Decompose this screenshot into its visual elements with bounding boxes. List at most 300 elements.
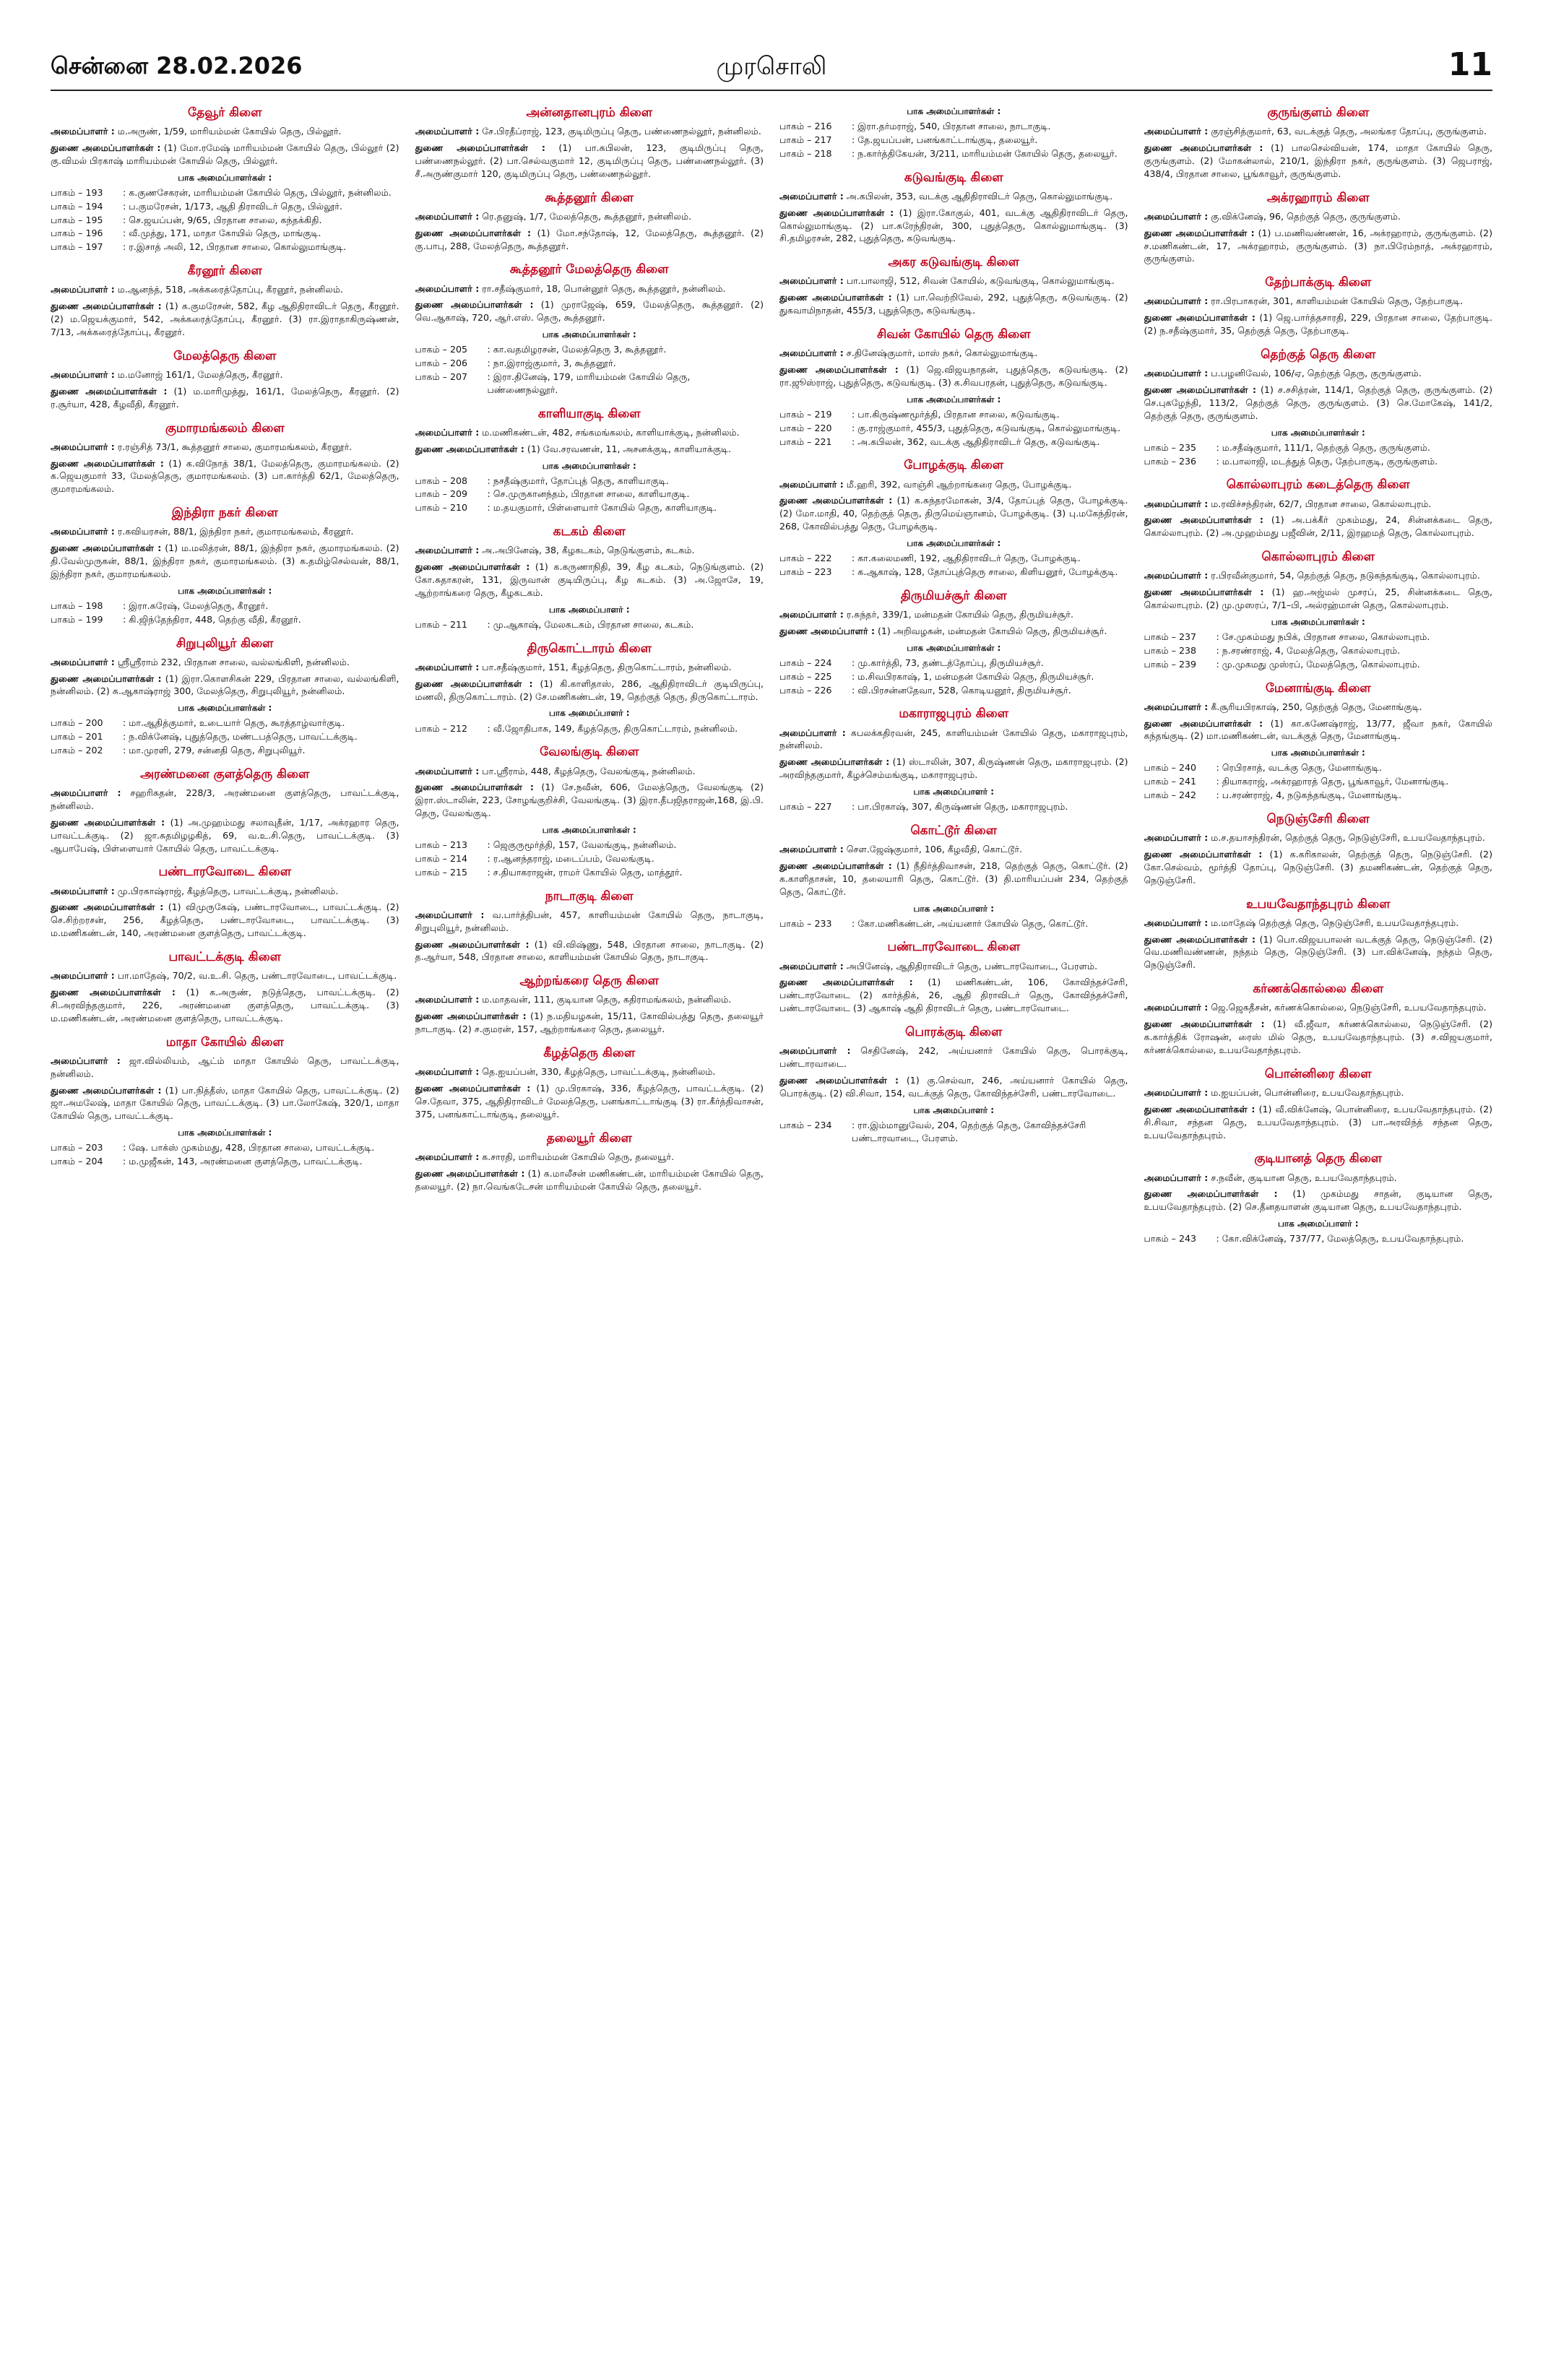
booth-entry xyxy=(415,618,764,631)
role-label: துணை அமைப்பாளர்கள் : xyxy=(415,782,534,793)
booth-organisers-heading: பாக அமைப்பாளர்கள் : xyxy=(542,329,636,340)
booth-entry xyxy=(415,343,764,356)
office-bearer-entry xyxy=(51,283,399,296)
branch-title: நெடுஞ்சேரி கிளை xyxy=(1266,811,1370,826)
booth-organiser-details: : வி.பிரசன்னதேவா, 528, கொடியனூர், திருமியச்சூர். xyxy=(852,684,1071,696)
office-bearer-entry xyxy=(415,544,764,557)
branch-section xyxy=(415,972,764,1036)
member-details: (1) பா.வெற்றிவேல், 292, புதுத்தெரு, கடுவங்குடி. (2) துகவாமிநாதன், 455/3, புதுத்தெரு, கடுவங்குடி. xyxy=(779,292,1128,316)
booth-organiser-details: : பா.பிரகாஷ், 307, கிருஷ்ணன் தெரு, மகாராஜபுரம். xyxy=(852,801,1068,813)
member-details: (1) முகம்மது சாதன், குடியான தெரு, உபயவேதாந்தபுரம். (2) செ.தீனதயாளன் குடியான தெரு, உபயவேதாந்தபுரம். xyxy=(1144,1188,1492,1213)
booth-number: பாகம் – 237 xyxy=(1144,631,1196,642)
office-bearer-entry xyxy=(1144,125,1493,138)
booth-number: பாகம் – 213 xyxy=(415,839,467,851)
booth-entry xyxy=(1144,631,1493,644)
role-label: அமைப்பாளர் : xyxy=(51,970,115,982)
office-bearer-entry xyxy=(415,125,764,138)
member-details: மீ.ஹரி, 392, வாஞ்சி ஆற்றாங்கரை தெரு, போழக்குடி. xyxy=(843,478,1072,490)
booth-organisers-heading: பாக அமைப்பாளர் : xyxy=(913,787,995,797)
branch-title: தலையூர் கிளை xyxy=(546,1130,632,1146)
member-details: (1) பொ.விஜயபாலன் வடக்குத் தெரு, நெடுஞ்சேரி. (2) வெ.மணிவண்ணன், நந்தம் தெரு, நெடுஞ்சேரி. (3) பா.விக்னேஷ், நந்தம் தெரு, நெடுஞ்சேரி. xyxy=(1144,933,1492,971)
branch-section xyxy=(415,261,764,396)
column-2 xyxy=(415,101,764,2355)
member-details: சஹரிசுதன், 228/3, அரண்மனை குளத்தெரு, பாவட்டக்குடி, நன்னிலம். xyxy=(51,787,399,811)
role-label: அமைப்பாளர் : xyxy=(415,1066,480,1078)
branch-section xyxy=(1144,346,1493,467)
role-label: துணை அமைப்பாளர்கள் : xyxy=(1144,142,1263,153)
role-label: அமைப்பாளர் : xyxy=(1144,210,1209,222)
booth-organiser-details: : இரா.தினேஷ், 179, மாரியம்மன் கோயில் தெரு, பண்ணைநல்லூர். xyxy=(487,371,691,395)
booth-number: பாகம் – 227 xyxy=(779,801,832,813)
booth-entry xyxy=(779,436,1128,449)
role-label: அமைப்பாளர் : xyxy=(1144,498,1209,509)
role-label: அமைப்பாளர் : xyxy=(1144,832,1209,844)
office-bearer-entry xyxy=(779,478,1128,491)
branch-section xyxy=(779,938,1128,1015)
booth-number: பாகம் – 202 xyxy=(51,745,103,756)
member-details: ஜா.வில்லியம், ஆட்ம் மாதா கோயில் தெரு, பாவட்டக்குடி, நன்னிலம். xyxy=(51,1055,399,1079)
role-label: துணை அமைப்பாளர்கள் : xyxy=(415,1167,525,1179)
branch-title: கொல்லாபுரம் கிளை xyxy=(1261,550,1375,565)
role-label: துணை அமைப்பாளர்கள் : xyxy=(51,142,161,153)
member-details: (1) மோ.சந்தோஷ், 12, மேலத்தெரு, கூத்தனூர். (2) கு.பாபு, 288, மேலத்தெரு, கூத்தனூர். xyxy=(415,227,764,251)
office-bearer-entry xyxy=(415,210,764,223)
member-details: மு.பிரகாஷ்ராஜ், கீழத்தெரு, பாவட்டக்குடி, நன்னிலம். xyxy=(114,885,339,896)
column-3 xyxy=(779,101,1128,2355)
booth-entry xyxy=(1144,1232,1493,1245)
office-bearer-entry xyxy=(1144,295,1493,308)
office-bearer-entry xyxy=(415,765,764,778)
role-label: அமைப்பாளர் : xyxy=(1144,701,1209,712)
member-details: பா.சதீஷ்குமார், 151, கீழத்தெரு, திருகொட்டாரம், நன்னிலம். xyxy=(479,661,732,672)
branch-title: வேலங்குடி கிளை xyxy=(540,745,639,760)
branch-title: குடியானத் தெரு கிளை xyxy=(1254,1151,1383,1167)
branch-title: கொட்டூர் கிளை xyxy=(910,823,998,838)
booth-organiser-details: : நா.இராஜ்குமார், 3, கூத்தனூர். xyxy=(487,358,616,369)
office-bearer-entry xyxy=(415,909,764,935)
booth-entry xyxy=(1144,761,1493,774)
branch-section xyxy=(779,1024,1128,1144)
branch-title: கடுவங்குடி கிளை xyxy=(904,170,1003,185)
booth-organisers-heading: பாக அமைப்பாளர்கள் : xyxy=(178,172,272,183)
member-details: (1) அ.முஹம்மது சலாவுதீன், 1/17, அக்ரஹார தெரு, பாவட்டக்குடி. (2) ஜா.சுதமிழழகித், 69, வ.உ.சி.தெரு, பாவட்டக்குடி. (3) ஆபாபேஷ், பிள்ளையார் கோயில் தெரு, பாவட்டக்குடி. xyxy=(51,816,399,854)
booth-entry xyxy=(415,488,764,501)
role-label: அமைப்பாளர் : xyxy=(51,126,115,137)
member-details: (1) க.மாலீசன் மணிகண்டன், மாரியம்மன் கோயில் தெரு, தலையூர். (2) நா.வெங்கடேசன் மாரியம்மன் கோயில் தெரு, தலையூர். xyxy=(415,1167,764,1192)
booth-number: பாகம் – 238 xyxy=(1144,644,1196,656)
booth-organiser-details: : கா.கலைமணி, 192, ஆதிதிராவிடர் தெரு, போழக்குடி. xyxy=(852,553,1081,564)
office-bearer-entry xyxy=(415,142,764,181)
booth-organiser-details: : கா.வதமிழரசன், மேலத்தெரு 3, கூத்தனூர். xyxy=(487,344,667,355)
member-details: ச.தினேஷ்குமார், மாஸ் நகர், கொல்லுமாங்குடி. xyxy=(843,347,1038,359)
member-details: (1) க.கரிகாலன், தெற்குத் தெரு, நெடுஞ்சேரி. (2) கோ.செல்வம், மூர்த்தி தோப்பு, நெடுஞ்சேரி. (3) தமணிகண்டன், தெற்குத் தெரு, நெடுஞ்சேரி. xyxy=(1144,848,1492,886)
booth-entry xyxy=(51,1155,399,1168)
office-bearer-entry xyxy=(415,661,764,674)
office-bearer-entry xyxy=(415,443,764,456)
booth-entry xyxy=(415,722,764,735)
member-details: சுபலக்கதிரவன், 245, காளியம்மன் கோயில் தெரு, மகாராஜபுரம், நன்னிலம். xyxy=(779,727,1128,751)
member-details: (1) இரா.கோகுல், 401, வடக்கு ஆதிதிராவிடர் தெரு, கொல்லுமாங்குடி. (2) பா.சுரேந்திரன், 300, புதுத்தெரு, கொல்லுமாங்குடி. (3) சி.தமிழரசன், 282, புதுத்தெரு, கடுவங்குடி. xyxy=(779,207,1128,244)
member-details: (1) நீதிர்த்திவாசன், 218, தெற்குத் தெரு, கொட்டூர். (2) க.காளிதாசன், 10, தலையாரி தெரு, கொட்டூர். (3) தி.மாரியப்பன் 234, தெற்குத் தெரு, கொட்டூர். xyxy=(779,860,1128,897)
role-label: அமைப்பாளர் : xyxy=(1144,570,1209,581)
booth-number: பாகம் – 210 xyxy=(415,502,467,514)
branch-title: சிறுபுலியூர் கிளை xyxy=(176,636,274,651)
branch-title: கீழத்தெரு கிளை xyxy=(543,1046,636,1061)
role-label: துணை அமைப்பாளர்கள் : xyxy=(779,977,913,988)
branch-title: கீரனூர் கிளை xyxy=(187,264,262,279)
booth-organiser-details: : மு.முகமது முஸ்ரப், மேலத்தெரு, கொல்லாபுரம். xyxy=(1216,658,1420,670)
booth-entry xyxy=(779,684,1128,697)
office-bearer-entry xyxy=(1144,210,1493,223)
booth-entry xyxy=(415,371,764,397)
booth-organisers-heading: பாக அமைப்பாளர்கள் : xyxy=(178,703,272,714)
role-label: துணை அமைப்பாளர்கள் : xyxy=(1144,587,1264,598)
booth-number: பாகம் – 193 xyxy=(51,186,103,198)
role-label: துணை அமைப்பாளர்கள் : xyxy=(51,816,165,828)
office-bearer-entry xyxy=(1144,831,1493,844)
branch-title: பண்டாரவோடை கிளை xyxy=(887,940,1021,955)
office-bearer-entry xyxy=(415,781,764,820)
booth-organisers-heading: பாக அமைப்பாளர் : xyxy=(1277,1219,1359,1229)
member-details: (1) ம.மலித்ரன், 88/1, இந்திரா நகர், குமாரமங்கலம். (2) தி.வேல்முருகன், 88/1, இந்திரா நகர், குமாரமங்கலம். (3) க.தமிழ்செல்வன், 88/1, இந்திரா நகர், குமாரமங்கலம். xyxy=(51,542,399,579)
office-bearer-entry xyxy=(51,1055,399,1081)
member-details: (1) இரா.கொளசிகன் 229, பிரதான சாலை, வல்லங்கிளி, நன்னிலம். (2) சு.ஆகாஷ்ராஜ் 300, மேலத்தெரு, சிறுபுலியூர், நன்னிலம். xyxy=(51,672,399,697)
booth-number: பாகம் – 197 xyxy=(51,241,103,253)
member-details: (1) பா.கபிலன், 123, குடிமிருப்பு தெரு, பண்ணைநல்லூர். (2) பா.செல்வகுமார் 12, குடிமிருப்பு தெரு, பண்ணைநல்லூர். (3) சீ.அருண்குமார் 120, குடிமிருப்பு தெரு, பண்ணைநல்லூர். xyxy=(415,142,764,179)
booth-entry xyxy=(51,227,399,240)
office-bearer-entry xyxy=(51,656,399,669)
office-bearer-entry xyxy=(1144,227,1493,266)
booth-organiser-details: : சே.முகம்மது நபிக், பிரதான சாலை, கொல்லாபுரம். xyxy=(1216,631,1430,642)
branch-title: பாவட்டக்குடி கிளை xyxy=(168,950,282,965)
office-bearer-entry xyxy=(779,625,1128,638)
member-details: (1) க.விநோத் 38/1, மேலத்தெரு, குமாரமங்கலம். (2) க.ஜெயகுமார் 33, மேலத்தெரு, குமாரமங்கலம். (3) பா.கார்த்தி 62/1, மேலத்தெரு, குமாரமங்கலம். xyxy=(51,457,399,495)
booth-entry xyxy=(779,566,1128,579)
member-details: ம.மணிகண்டன், 482, சங்கமங்கலம், காளியாக்குடி, நன்னிலம். xyxy=(479,426,740,438)
branch-title: மேலத்தெரு கிளை xyxy=(173,348,277,363)
booth-organiser-details: : ம.தயகுமார், பிள்ளையார் கோயில் தெரு, காளியாகுடி. xyxy=(487,502,717,514)
booth-entry xyxy=(779,552,1128,565)
booth-organiser-details: : தே.ஜயப்பன், பனங்காட்டாங்குடி, தலையூர். xyxy=(852,134,1038,145)
role-label: அமைப்பாளர் : xyxy=(1144,917,1209,928)
branch-title: மாதா கோயில் கிளை xyxy=(165,1034,284,1050)
office-bearer-entry xyxy=(1144,1172,1493,1185)
role-label: அமைப்பாளர் : xyxy=(51,885,115,896)
booth-entry xyxy=(51,1141,399,1154)
role-label: துணை அமைப்பாளர்கள் : xyxy=(1144,312,1255,324)
booth-organiser-details: : ச.தியாகராஜன், ராமர் கோயில் தெரு, மாத்தூர். xyxy=(487,866,683,878)
role-label: துணை அமைப்பாளர்கள் : xyxy=(1144,1103,1255,1115)
role-label: துணை அமைப்பாளர்கள் : xyxy=(415,1011,527,1022)
booth-entry xyxy=(779,422,1128,435)
member-details: ம.மாதவன், 111, குடியான தெரு, கதிராமங்கலம், நன்னிலம். xyxy=(479,994,732,1005)
column-1 xyxy=(51,101,399,2355)
role-label: துணை அமைப்பாளர்கள் : xyxy=(51,987,176,998)
office-bearer-entry xyxy=(779,274,1128,287)
branch-title: கூத்தனூர் கிளை xyxy=(545,190,634,205)
booth-entry xyxy=(51,241,399,254)
header-rule xyxy=(51,90,1492,91)
booth-number: பாகம் – 221 xyxy=(779,436,832,447)
branch-title: காளியாகுடி கிளை xyxy=(537,406,641,421)
article-columns xyxy=(51,101,1492,2355)
booth-organiser-details: : ப.குமரேசன், 1/173, ஆதி திராவிடர் தெரு, பில்லூர். xyxy=(123,200,343,212)
booth-entry xyxy=(1144,775,1493,788)
role-label: துணை அமைப்பாளர்கள் : xyxy=(1144,848,1263,860)
branch-title: மகாராஜபுரம் கிளை xyxy=(899,706,1009,722)
office-bearer-entry xyxy=(51,787,399,813)
booth-entry xyxy=(779,408,1128,421)
booth-number: பாகம் – 214 xyxy=(415,852,467,864)
branch-section xyxy=(415,104,764,181)
office-bearer-entry xyxy=(1144,1001,1493,1014)
office-bearer-entry xyxy=(1144,1086,1493,1099)
member-details: (1) மோ.ரமேஷ் மாரியம்மன் கோயில் தெரு, பில்லூர் (2) கு.விமல் பிரகாஷ் மாரியம்மன் கோயில் தெரு, பில்லூர். xyxy=(51,142,399,166)
role-label: அமைப்பாளர் : xyxy=(779,1045,851,1057)
branch-section xyxy=(415,888,764,964)
role-label: அமைப்பாளர் : xyxy=(51,284,115,295)
branch-section xyxy=(1144,548,1493,670)
booth-organisers-heading: பாக அமைப்பாளர்கள் : xyxy=(1271,616,1365,627)
member-details: பா.மாதேஷ், 70/2, வ.உ.சி. தெரு, பண்டாரவோடை, பாவட்டக்குடி. xyxy=(114,970,397,982)
booth-organiser-details: : மா.ஆதித்குமார், உடையார் தெரு, கூரத்தாழ்வார்குடி. xyxy=(123,717,345,729)
branch-title: குருங்குளம் கிளை xyxy=(1267,105,1370,120)
member-details: (1) மு.பிரகாஷ், 336, கீழத்தெரு, பாவட்டக்குடி. (2) செ.தேவா, 375, ஆதிதிராவிடர் மேலத்தெரு, பனங்காட்டாங்குடி (3) ரா.கீர்த்திவாசன், 375, பனங்காட்டாங்குடி, தலையூர். xyxy=(415,1083,764,1120)
member-details: (1) க.அருண், நடுத்தெரு, பாவட்டக்குடி. (2) சி.அரவிந்தகுமார், 226, அரண்மனை குளத்தெரு, பாவட்டக்குடி. (3) ம.மணிகண்டன், அரண்மனை குளத்தெரு, பாவட்டக்குடி. xyxy=(51,987,399,1024)
branch-section xyxy=(51,347,399,411)
branch-title: குமாரமங்கலம் கிளை xyxy=(165,420,285,436)
booth-number: பாகம் – 220 xyxy=(779,422,832,433)
office-bearer-entry xyxy=(51,672,399,698)
member-details: (1) ப.மணிவண்ணன், 16, அக்ரஹாரம், குருங்குளம். (2) ச.மணிகண்டன், 17, அக்ரஹாரம், குருங்குளம். (3) நா.பிரேம்நாத், அக்ரஹாரம், குருங்குளம். xyxy=(1144,227,1492,264)
booth-number: பாகம் – 222 xyxy=(779,553,832,564)
booth-entry xyxy=(415,852,764,865)
booth-number: பாகம் – 241 xyxy=(1144,776,1196,787)
role-label: துணை அமைப்பாளர்கள் : xyxy=(779,292,892,303)
branch-title: மேனாங்குடி கிளை xyxy=(1265,680,1371,696)
booth-organiser-details: : இரா.தர்மராஜ், 540, பிரதான சாலை, நாடாகுடி. xyxy=(852,121,1051,132)
role-label: துணை அமைப்பாளர்கள் : xyxy=(1144,384,1256,395)
role-label: அமைப்பாளர் : xyxy=(1144,1086,1209,1098)
booth-organiser-details: : ர.இசாத் அலி, 12, பிரதான சாலை, கொல்லுமாங்குடி. xyxy=(123,241,347,253)
booth-entry xyxy=(779,657,1128,670)
booth-entry xyxy=(51,200,399,213)
booth-number: பாகம் – 205 xyxy=(415,344,467,355)
role-label: அமைப்பாளர் : xyxy=(779,478,844,490)
role-label: அமைப்பாளர் : xyxy=(415,994,480,1005)
member-details: கு.விக்னேஷ், 96, தெற்குத் தெரு, குருங்குளம். xyxy=(1208,210,1401,222)
branch-section xyxy=(1144,189,1493,266)
member-details: (1) அ.பக்கீர் முகம்மது, 24, சின்னக்கடை தெரு, கொல்லாபுரம். (2) அ.முஹம்மது பஜீவின், 2/11, இரஹமத் தெரு, கொல்லாபுரம். xyxy=(1144,514,1492,539)
member-details: பா.பாலாஜி, 512, சிவன் கோயில், கடுவங்குடி, கொல்லுமாங்குடி. xyxy=(843,275,1115,287)
booth-number: பாகம் – 201 xyxy=(51,731,103,743)
member-details: குரஞ்சித்குமார், 63, வடக்குத் தெரு, அலங்கர தோப்பு, குருங்குளம். xyxy=(1208,126,1487,137)
branch-section xyxy=(51,262,399,339)
branch-section xyxy=(51,863,399,940)
booth-number: பாகம் – 208 xyxy=(415,475,467,486)
booth-number: பாகம் – 206 xyxy=(415,358,467,369)
booth-entry xyxy=(415,475,764,488)
branch-title: பொன்னிரை கிளை xyxy=(1264,1066,1372,1081)
role-label: துணை அமைப்பாளர்கள் : xyxy=(51,672,162,684)
booth-number: பாகம் – 233 xyxy=(779,917,832,929)
office-bearer-entry xyxy=(779,1074,1128,1100)
booth-number: பாகம் – 195 xyxy=(51,214,103,225)
branch-title: அரண்மனை குளத்தெரு கிளை xyxy=(140,766,310,782)
role-label: துணை அமைப்பாளர்கள் : xyxy=(51,300,162,312)
branch-section xyxy=(779,822,1128,930)
booth-entry xyxy=(779,917,1128,930)
member-details: ம.ச.தயாசந்திரன், தெற்குத் தெரு, நெடுஞ்சேரி, உபயவேதாந்தபுரம். xyxy=(1208,832,1485,844)
branch-section xyxy=(51,766,399,855)
booth-entry xyxy=(51,730,399,743)
role-label: துணை அமைப்பாளர்கள் : xyxy=(779,756,890,768)
member-details: அ.கபிலன், 353, வடக்கு ஆதிதிராவிடர் தெரு, கொல்லுமாங்குடி. xyxy=(843,190,1113,202)
member-details: (1) ஜெ.பார்த்தசாரதி, 229, பிரதான சாலை, தேற்பாகுடி. (2) ந.சதீஷ்குமார், 35, தெற்குத் தெரு, தேற்பாகுடி. xyxy=(1144,312,1492,337)
booth-organisers-heading: பாக அமைப்பாளர்கள் : xyxy=(907,394,1001,404)
role-label: அமைப்பாளர் : xyxy=(1144,1002,1209,1013)
branch-section xyxy=(779,705,1128,813)
booth-organiser-details: : ம.முஜீகன், 143, அரண்மனை குளத்தெரு, பாவட்டக்குடி. xyxy=(123,1156,363,1167)
role-label: துணை அமைப்பாளர்கள் : xyxy=(415,142,545,153)
member-details: (1) சே.நவீன், 606, மேலத்தெரு, வேலங்குடி (2) இரா.ஸ்டாலின், 223, சோழங்குறிச்சி, வேலங்குடி. (3) இரா.தீபஜிதராஜன்,168, இ.பி. தெரு, வேலங்குடி. xyxy=(415,782,764,819)
booth-number: பாகம் – 242 xyxy=(1144,789,1196,801)
booth-organisers-heading: பாக அமைப்பாளர் : xyxy=(913,1104,995,1115)
member-details: (1) முராஜேஷ், 659, மேலத்தெரு, கூத்தனூர். (2) வெ.ஆகாஷ், 720, ஆர்.எஸ். தெரு, கூத்தனூர். xyxy=(415,299,764,324)
branch-title: கடகம் கிளை xyxy=(553,524,626,540)
member-details: சௌ.ஜேஷ்குமார், 106, கீழவீதி, கொட்டூர். xyxy=(843,844,1023,855)
booth-organiser-details: : செ.முருகானந்தம், பிரதான சாலை, காளியாகுடி. xyxy=(487,488,690,500)
office-bearer-entry xyxy=(415,1167,764,1193)
office-bearer-entry xyxy=(51,441,399,454)
role-label: துணை அமைப்பாளர்கள் : xyxy=(415,938,530,950)
branch-section xyxy=(51,948,399,1025)
booth-number: பாகம் – 243 xyxy=(1144,1233,1196,1245)
masthead xyxy=(51,0,1492,87)
branch-section xyxy=(1144,980,1493,1057)
role-label: அமைப்பாளர் : xyxy=(51,656,115,667)
booth-organiser-details: : கு.ராஜ்குமார், 455/3, புதுத்தெரு, கடுவங்குடி, கொல்லுமாங்குடி. xyxy=(852,422,1121,433)
office-bearer-entry xyxy=(779,756,1128,782)
issue-date: சென்னை 28.02.2026 xyxy=(51,52,303,79)
member-details: (1) பா.நித்தீஸ், மாதா கோயில் தெரு, பாவட்டக்குடி. (2) ஜா.அமலேஷ், மாதா கோயில் தெரு, பாவட்டக்குடி. (3) பா.லோகேஷ், 320/1, மாதா கோயில் தெரு, பாவட்டக்குடி. xyxy=(51,1084,399,1122)
member-details: அ.அபினேஷ், 38, கீழகடகம், நெடுங்குளம், கடகம். xyxy=(479,545,695,556)
booth-entry xyxy=(779,1119,1128,1145)
office-bearer-entry xyxy=(51,300,399,339)
branch-section xyxy=(415,743,764,878)
booth-organisers-heading: பாக அமைப்பாளர் : xyxy=(548,604,630,615)
booth-organisers-heading: பாக அமைப்பாளர்கள் : xyxy=(907,538,1001,549)
role-label: அமைப்பாளர் : xyxy=(1144,295,1209,307)
booth-organiser-details: : க.குணசேகரன், மாரியம்மன் கோயில் தெரு, பில்லூர், நன்னிலம். xyxy=(123,186,392,198)
branch-section xyxy=(1144,680,1493,802)
booth-entry xyxy=(1144,789,1493,802)
booth-organiser-details: : ஜெகுருமூர்த்தி, 157, வேலங்குடி, நன்னிலம். xyxy=(487,839,677,851)
office-bearer-entry xyxy=(415,1010,764,1036)
role-label: அமைப்பாளர் : xyxy=(415,661,480,672)
booth-entry xyxy=(1144,455,1493,468)
role-label: துணை அமைப்பாளர்கள் : xyxy=(51,901,164,913)
member-details: செதினேஷ், 242, அய்யனார் கோயில் தெரு, பொரக்குடி, பண்டாரவாடை. xyxy=(779,1045,1128,1070)
booth-organiser-details: : மா.முரளி, 279, சன்னதி தெரு, சிறுபுலியூர். xyxy=(123,745,306,756)
booth-organiser-details: : கி.ஜிந்தேந்திரா, 448, தெற்கு வீதி, கீரனூர். xyxy=(123,613,301,625)
office-bearer-entry xyxy=(1144,1018,1493,1057)
booth-organiser-details: : ந.சரண்ராஜ், 4, மேலத்தெரு, கொல்லாபுரம். xyxy=(1216,644,1401,656)
member-details: ப.பழனிவேல், 106/ஏ, தெற்குத் தெரு, குருங்குளம். xyxy=(1208,368,1422,379)
member-details: (1) ச.சசித்ரன், 114/1, தெற்குத் தெரு, குருங்குளம். (2) செ.புகழேந்தி, 113/2, தெற்குத் தெரு, குருங்குளம். (3) செ.மோகேஷ், 141/2, தெற்குத் தெரு, குருங்குளம். xyxy=(1144,384,1492,421)
member-details: (1) வீ.விக்னேஷ், பொன்னிரை, உபயவேதாந்தபுரம். (2) சி.சிவா, சந்தன தெரு, உபயவேதாந்தபுரம். (3) பா.அரவிந்த் சந்தன தெரு, உபயவேதாந்தபுரம். xyxy=(1144,1103,1492,1141)
booth-organisers-heading: பாக அமைப்பாளர்கள் : xyxy=(1271,748,1365,758)
booth-organisers-heading: பாக அமைப்பாளர்கள் : xyxy=(178,585,272,596)
office-bearer-entry xyxy=(415,298,764,324)
booth-number: பாகம் – 194 xyxy=(51,200,103,212)
member-details: (1) ஸ்டாலின், 307, கிருஷ்ணன் தெரு, மகாராஜபுரம். (2) அரவிந்தகுமார், கீழச்செம்மங்குடி, மகாராஜபுரம். xyxy=(779,756,1128,781)
role-label: அமைப்பாளர் : xyxy=(779,727,846,738)
booth-entry xyxy=(779,800,1128,813)
role-label: துணை அமைப்பாளர்கள் : xyxy=(779,1074,899,1086)
booth-organisers-heading: பாக அமைப்பாளர்கள் : xyxy=(178,1128,272,1138)
office-bearer-entry xyxy=(1144,717,1493,743)
booth-organiser-details: : ஷே. பாக்ஸ் முகம்மது, 428, பிரதான சாலை, பாவட்டக்குடி. xyxy=(123,1142,375,1154)
branch-section xyxy=(1144,1065,1493,1142)
role-label: அமைப்பாளர் : xyxy=(779,190,844,202)
member-details: (1) ம.மாரிமுத்து, 161/1, மேலத்தெரு, கீரனூர். (2) ர.சூர்யா, 428, கீழவீதி, கீரனூர். xyxy=(51,385,399,410)
office-bearer-entry xyxy=(779,347,1128,360)
branch-title: கர்ணக்கொல்லை கிளை xyxy=(1253,982,1384,997)
office-bearer-entry xyxy=(779,727,1128,753)
member-details: ச.நவீன், குடியான தெரு, உபயவேதாந்தபுரம். xyxy=(1208,1172,1397,1183)
office-bearer-entry xyxy=(415,1082,764,1121)
member-details: ம.ஆனந்த், 518, அக்கரைத்தோப்பு, கீரனூர், நன்னிலம். xyxy=(114,284,344,295)
role-label: துணை அமைப்பாளர்கள் : xyxy=(51,385,168,397)
member-details: (1) கா.கணேஷ்ராஜ், 13/77, ஜீவா நகர், கோயில் கந்தங்குடி. (2) மா.மணிகண்டன், வடக்குத் தெரு, மேனாங்குடி. xyxy=(1144,717,1492,742)
office-bearer-entry xyxy=(51,986,399,1025)
booth-number: பாகம் – 236 xyxy=(1144,455,1196,467)
branch-section xyxy=(779,105,1128,160)
office-bearer-entry xyxy=(779,860,1128,899)
role-label: துணை அமைப்பாளர்கள் : xyxy=(415,443,524,454)
booth-number: பாகம் – 224 xyxy=(779,657,832,668)
office-bearer-entry xyxy=(51,1084,399,1123)
booth-number: பாகம் – 234 xyxy=(779,1119,832,1130)
office-bearer-entry xyxy=(779,976,1128,1015)
branch-section xyxy=(51,104,399,254)
role-label: அமைப்பாளர் : xyxy=(779,608,844,620)
booth-entry xyxy=(51,214,399,227)
booth-number: பாகம் – 211 xyxy=(415,618,467,630)
member-details: ம.ரவிச்சந்திரன், 62/7, பிரதான சாலை, கொல்லாபுரம். xyxy=(1208,498,1432,509)
office-bearer-entry xyxy=(1144,311,1493,337)
booth-entry xyxy=(1144,644,1493,657)
booth-entry xyxy=(1144,658,1493,671)
office-bearer-entry xyxy=(1144,569,1493,582)
office-bearer-entry xyxy=(1144,848,1493,887)
booth-number: பாகம் – 223 xyxy=(779,566,832,577)
booth-number: பாகம் – 218 xyxy=(779,147,832,159)
role-label: அமைப்பாளர் : xyxy=(51,368,115,380)
booth-entry xyxy=(51,613,399,626)
member-details: (1) ஜெ.விஜயநாதன், புதுத்தெரு, கடுவங்குடி. (2) ரா.ஜூஸ்ராஜ், புதுத்தெரு, கடுவங்குடி. (3) க.சிவபரதன், புதுத்தெரு, கடுவங்குடி. xyxy=(779,364,1128,388)
role-label: அமைப்பாளர் : xyxy=(415,282,480,294)
role-label: அமைப்பாளர் : xyxy=(51,787,121,799)
booth-entry xyxy=(415,866,764,879)
member-details: ர.சுந்தர், 339/1, மன்மதன் கோயில் தெரு, திருமியச்சூர். xyxy=(843,608,1073,620)
booth-entry xyxy=(779,670,1128,683)
member-details: (1) வே.சரவணன், 11, அசனக்குடி, காளியாக்குடி. xyxy=(524,443,732,454)
branch-section xyxy=(779,169,1128,246)
booth-entry xyxy=(51,717,399,730)
booth-entry xyxy=(415,839,764,852)
